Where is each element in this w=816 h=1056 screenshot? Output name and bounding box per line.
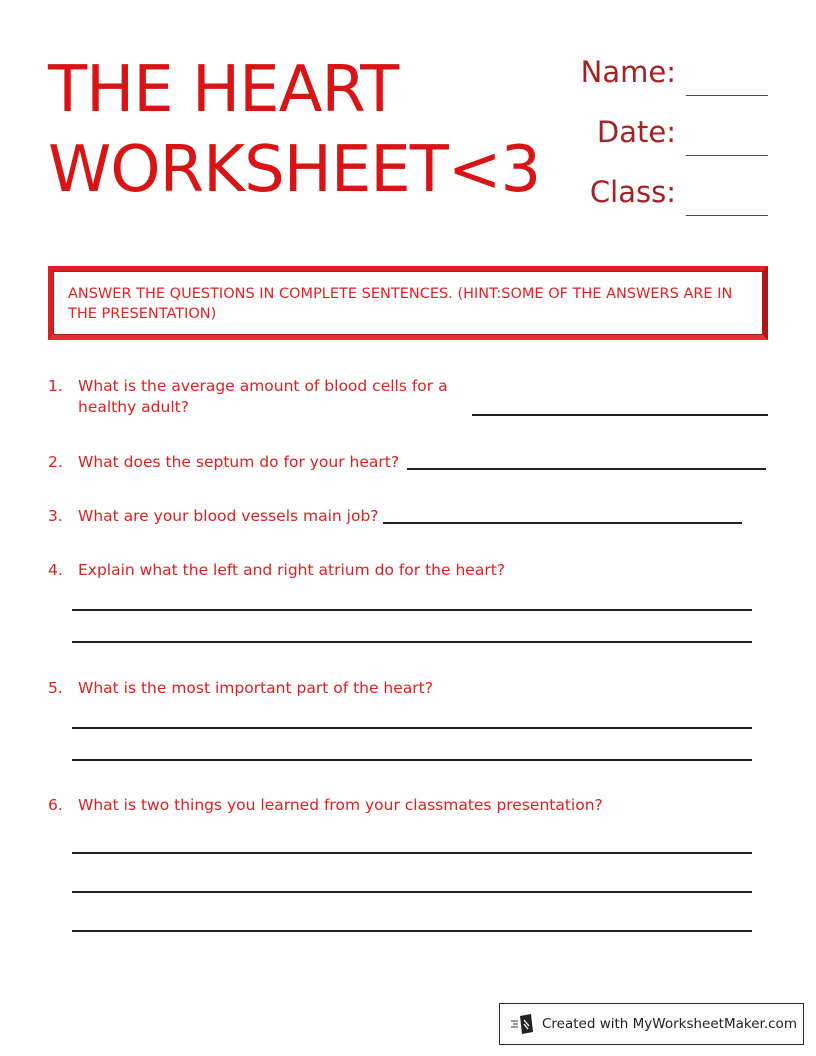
answer-line[interactable] [72,609,752,611]
question-text: Explain what the left and right atrium do for the heart? [78,561,505,579]
answer-line[interactable] [383,522,742,524]
question-number: 5. [48,679,63,697]
question-text: What does the septum do for your heart? [78,453,400,471]
instructions-text: ANSWER THE QUESTIONS IN COMPLETE SENTENCES. (HINT:SOME OF THE ANSWERS ARE IN THE PRESENTATION) [68,286,733,322]
date-line[interactable] [686,155,768,156]
footer-text: Created with MyWorksheetMaker.com [542,1016,797,1032]
footer-badge[interactable] [499,1003,804,1045]
answer-line[interactable] [72,891,752,893]
answer-line[interactable] [72,930,752,932]
title-line-1: THE HEART [48,53,399,127]
question-number: 6. [48,796,63,814]
class-label: Class: [589,175,676,209]
name-label: Name: [580,55,676,89]
class-line[interactable] [686,215,768,216]
worksheet-maker-logo-icon [510,1013,536,1035]
answer-line[interactable] [72,727,752,729]
title-line-2: WORKSHEET<3 [48,133,541,207]
answer-line[interactable] [472,414,768,416]
answer-line[interactable] [72,641,752,643]
question-text: What is the most important part of the heart? [78,679,433,697]
question-number: 4. [48,561,63,579]
date-label: Date: [596,115,676,149]
question-number: 2. [48,453,63,471]
question-text: What is the average amount of blood cells for a healthy adult? [78,377,448,416]
answer-line[interactable] [72,759,752,761]
question-text: What is two things you learned from your classmates presentation? [78,796,603,814]
instructions-box [48,266,768,340]
answer-line[interactable] [72,852,752,854]
name-line[interactable] [686,95,768,96]
question-number: 3. [48,507,63,525]
question-text: What are your blood vessels main job? [78,507,379,525]
question-number: 1. [48,377,63,395]
answer-line[interactable] [407,468,766,470]
